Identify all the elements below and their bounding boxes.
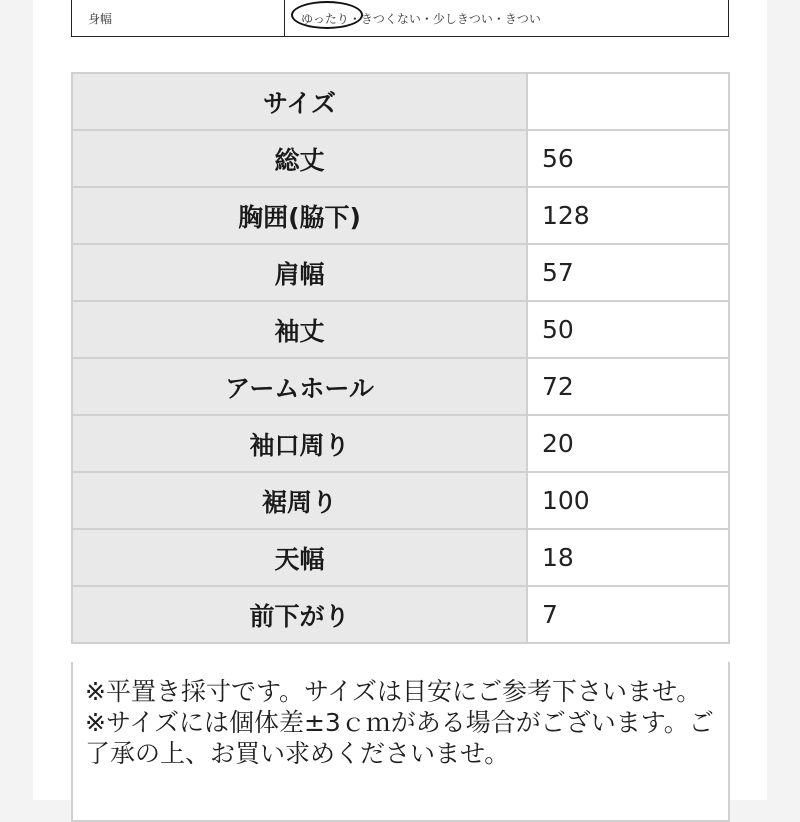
row-label: 袖丈 <box>72 301 527 358</box>
row-label: 総丈 <box>72 130 527 187</box>
size-table <box>71 72 730 644</box>
fit-label: 身幅 <box>72 0 285 37</box>
row-value: 128 <box>527 187 729 244</box>
size-table-header <box>72 73 729 130</box>
row-value: 57 <box>527 244 729 301</box>
selection-circle-icon <box>291 1 363 29</box>
table-row <box>72 301 729 358</box>
row-value: 100 <box>527 472 729 529</box>
row-label: アームホール <box>72 358 527 415</box>
table-row <box>72 187 729 244</box>
note-measurement: ※平置き採寸です。サイズは目安にご参考下さいませ。 <box>85 677 702 706</box>
row-value: 7 <box>527 586 729 643</box>
row-value: 20 <box>527 415 729 472</box>
table-row <box>72 358 729 415</box>
table-row <box>72 415 729 472</box>
table-row <box>72 586 729 643</box>
row-value: 56 <box>527 130 729 187</box>
row-label: 胸囲(脇下) <box>72 187 527 244</box>
row-label: 前下がり <box>72 586 527 643</box>
note-tolerance: ※サイズには個体差±3ｃｍがある場合がございます。ご了承の上、お買い求めくださいませ。 <box>85 708 714 768</box>
row-label: 肩幅 <box>72 244 527 301</box>
table-row <box>72 244 729 301</box>
fit-selected-text: ゆったり <box>301 11 349 26</box>
fit-row <box>72 0 729 37</box>
row-label: 袖口周り <box>72 415 527 472</box>
row-value: 72 <box>527 358 729 415</box>
fit-selected-option <box>301 10 349 27</box>
size-header-value <box>527 73 729 130</box>
table-row <box>72 472 729 529</box>
fit-other-options: ・きつくない・少しきつい・きつい <box>348 11 541 26</box>
table-row <box>72 130 729 187</box>
row-value: 50 <box>527 301 729 358</box>
table-row <box>72 529 729 586</box>
size-header-label: サイズ <box>72 73 527 130</box>
notes-box <box>71 662 730 822</box>
row-label: 裾周り <box>72 472 527 529</box>
row-value: 18 <box>527 529 729 586</box>
row-label: 天幅 <box>72 529 527 586</box>
fit-table <box>71 0 729 37</box>
fit-options <box>285 0 729 37</box>
